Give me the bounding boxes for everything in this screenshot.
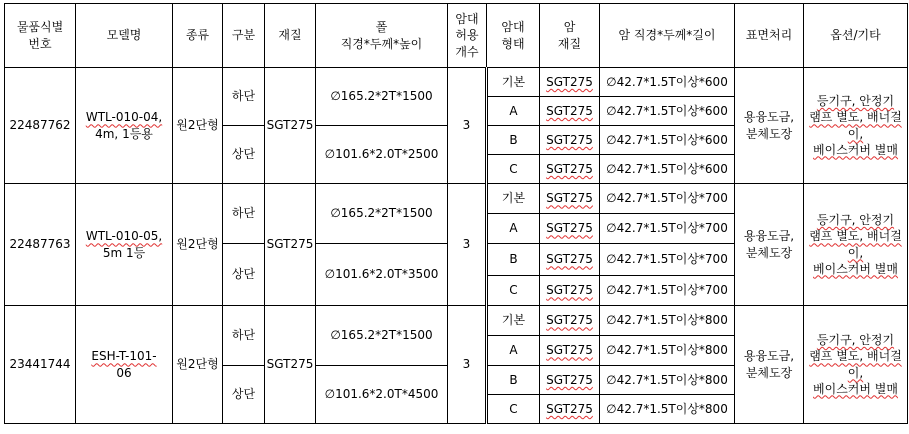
- surface-cell: 용융도금, 분체도장: [735, 68, 804, 184]
- arm-type-cell: B: [487, 244, 540, 276]
- header-surface: 표면처리: [735, 4, 804, 68]
- arm-material-cell: SGT275: [540, 155, 600, 184]
- header-arm-material: 암 재질: [540, 4, 600, 68]
- arm-material-cell: SGT275: [540, 306, 600, 336]
- arm-spec-cell: ∅42.7*1.5T이상*800: [600, 366, 735, 395]
- pole-lower-cell: ∅165.2*2T*1500: [316, 184, 448, 244]
- section-lower-cell: 하단: [223, 306, 265, 366]
- options-cell: 등기구, 안정기 램프 별도, 배너걸이, 베이스커버 별매: [804, 306, 908, 424]
- arm-material-cell: SGT275: [540, 244, 600, 276]
- item-id-cell: 22487763: [5, 184, 76, 306]
- table-row: [5, 184, 908, 214]
- arm-material-cell: SGT275: [540, 68, 600, 97]
- section-lower-cell: 하단: [223, 184, 265, 244]
- surface-cell: 용융도금, 분체도장: [735, 184, 804, 306]
- arm-material-cell: SGT275: [540, 184, 600, 214]
- model-cell: ESH-T-101- 06: [76, 306, 173, 424]
- material-cell: SGT275: [265, 68, 316, 184]
- arm-type-cell: 기본: [487, 306, 540, 336]
- header-arm-spec: 암 직경*두께*길이: [600, 4, 735, 68]
- arm-material-cell: SGT275: [540, 336, 600, 366]
- arm-type-cell: 기본: [487, 68, 540, 97]
- pole-upper-cell: ∅101.6*2.0T*2500: [316, 126, 448, 184]
- section-upper-cell: 상단: [223, 366, 265, 424]
- arm-type-cell: C: [487, 276, 540, 306]
- arm-count-cell: 3: [448, 306, 487, 424]
- header-kind: 종류: [173, 4, 223, 68]
- header-row: [5, 4, 908, 68]
- section-upper-cell: 상단: [223, 244, 265, 306]
- arm-material-cell: SGT275: [540, 276, 600, 306]
- header-material: 재질: [265, 4, 316, 68]
- model-cell: WTL-010-04, 4m, 1등용: [76, 68, 173, 184]
- options-cell: 등기구, 안정기 램프 별도, 배너걸이, 베이스커버 별매: [804, 68, 908, 184]
- item-id-cell: 23441744: [5, 306, 76, 424]
- header-arm-count: 암대 허용 개수: [448, 4, 487, 68]
- arm-material-cell: SGT275: [540, 97, 600, 126]
- arm-type-cell: A: [487, 97, 540, 126]
- table-row: [5, 306, 908, 336]
- arm-material-cell: SGT275: [540, 214, 600, 244]
- material-cell: SGT275: [265, 306, 316, 424]
- table-row: [5, 68, 908, 97]
- section-lower-cell: 하단: [223, 68, 265, 126]
- arm-spec-cell: ∅42.7*1.5T이상*800: [600, 395, 735, 424]
- kind-cell: 원2단형: [173, 306, 223, 424]
- header-pole: 폴 직경*두께*높이: [316, 4, 448, 68]
- arm-spec-cell: ∅42.7*1.5T이상*600: [600, 97, 735, 126]
- arm-spec-cell: ∅42.7*1.5T이상*700: [600, 276, 735, 306]
- pole-upper-cell: ∅101.6*2.0T*3500: [316, 244, 448, 306]
- arm-type-cell: B: [487, 126, 540, 155]
- kind-cell: 원2단형: [173, 68, 223, 184]
- arm-spec-cell: ∅42.7*1.5T이상*600: [600, 126, 735, 155]
- item-id-cell: 22487762: [5, 68, 76, 184]
- header-id: 물품식별 번호: [5, 4, 76, 68]
- pole-upper-cell: ∅101.6*2.0T*4500: [316, 366, 448, 424]
- arm-type-cell: C: [487, 395, 540, 424]
- arm-material-cell: SGT275: [540, 395, 600, 424]
- arm-count-cell: 3: [448, 184, 487, 306]
- arm-spec-cell: ∅42.7*1.5T이상*800: [600, 306, 735, 336]
- arm-type-cell: C: [487, 155, 540, 184]
- model-cell: WTL-010-05, 5m 1등: [76, 184, 173, 306]
- header-section: 구분: [223, 4, 265, 68]
- arm-spec-cell: ∅42.7*1.5T이상*800: [600, 336, 735, 366]
- header-options: 옵션/기타: [804, 4, 908, 68]
- pole-lower-cell: ∅165.2*2T*1500: [316, 68, 448, 126]
- arm-spec-cell: ∅42.7*1.5T이상*600: [600, 155, 735, 184]
- header-model: 모델명: [76, 4, 173, 68]
- kind-cell: 원2단형: [173, 184, 223, 306]
- arm-spec-cell: ∅42.7*1.5T이상*700: [600, 244, 735, 276]
- header-arm-type: 암대 형태: [487, 4, 540, 68]
- spec-table: [4, 3, 908, 424]
- arm-type-cell: A: [487, 336, 540, 366]
- arm-type-cell: 기본: [487, 184, 540, 214]
- pole-lower-cell: ∅165.2*2T*1500: [316, 306, 448, 366]
- material-cell: SGT275: [265, 184, 316, 306]
- options-cell: 등기구, 안정기 램프 별도, 배너걸이, 베이스커버 별매: [804, 184, 908, 306]
- arm-count-cell: 3: [448, 68, 487, 184]
- arm-spec-cell: ∅42.7*1.5T이상*700: [600, 214, 735, 244]
- arm-material-cell: SGT275: [540, 126, 600, 155]
- section-upper-cell: 상단: [223, 126, 265, 184]
- arm-spec-cell: ∅42.7*1.5T이상*600: [600, 68, 735, 97]
- surface-cell: 용융도금, 분체도장: [735, 306, 804, 424]
- arm-spec-cell: ∅42.7*1.5T이상*700: [600, 184, 735, 214]
- arm-type-cell: B: [487, 366, 540, 395]
- arm-material-cell: SGT275: [540, 366, 600, 395]
- arm-type-cell: A: [487, 214, 540, 244]
